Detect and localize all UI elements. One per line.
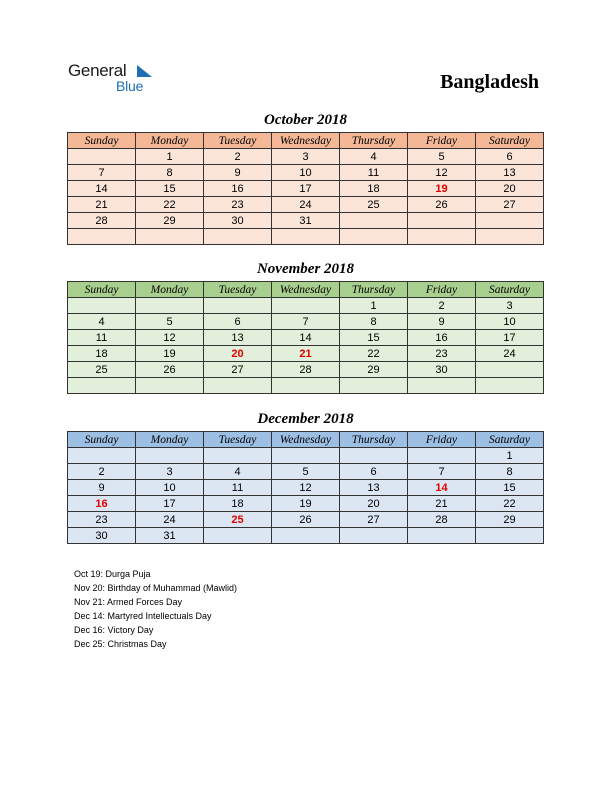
day-cell: 17 [272, 181, 340, 197]
day-cell [340, 213, 408, 229]
day-cell: 27 [340, 512, 408, 528]
day-cell: 26 [408, 197, 476, 213]
week-row [68, 213, 544, 229]
day-cell: 2 [408, 298, 476, 314]
day-cell: 20 [204, 346, 272, 362]
holiday-note: Nov 21: Armed Forces Day [74, 597, 183, 607]
day-cell: 19 [408, 181, 476, 197]
day-cell [272, 229, 340, 245]
weekday-header: Wednesday [272, 133, 340, 149]
weekday-header-row [68, 133, 544, 149]
day-cell: 23 [408, 346, 476, 362]
day-cell: 23 [68, 512, 136, 528]
month-title: December 2018 [257, 411, 354, 427]
holiday-note: Oct 19: Durga Puja [74, 569, 151, 579]
week-row [68, 149, 544, 165]
day-cell: 30 [204, 213, 272, 229]
day-cell [476, 229, 544, 245]
month-december [67, 410, 544, 544]
weekday-header: Sunday [68, 133, 136, 149]
day-cell: 8 [136, 165, 204, 181]
day-cell [136, 378, 204, 394]
weekday-header: Saturday [476, 282, 544, 298]
week-row [68, 229, 544, 245]
day-cell: 25 [340, 197, 408, 213]
day-cell: 21 [408, 496, 476, 512]
day-cell: 31 [272, 213, 340, 229]
day-cell: 24 [136, 512, 204, 528]
calendar-table [67, 132, 544, 245]
week-row [68, 181, 544, 197]
day-cell: 28 [272, 362, 340, 378]
day-cell [272, 528, 340, 544]
day-cell: 14 [68, 181, 136, 197]
day-cell: 17 [476, 330, 544, 346]
day-cell [136, 448, 204, 464]
day-cell: 22 [340, 346, 408, 362]
week-row [68, 512, 544, 528]
day-cell: 26 [136, 362, 204, 378]
day-cell: 10 [476, 314, 544, 330]
day-cell: 23 [204, 197, 272, 213]
day-cell: 1 [136, 149, 204, 165]
country-title: Bangladesh [440, 71, 539, 93]
day-cell: 29 [476, 512, 544, 528]
day-cell [68, 298, 136, 314]
day-cell: 29 [340, 362, 408, 378]
day-cell [408, 448, 476, 464]
day-cell: 16 [408, 330, 476, 346]
calendar-table [67, 281, 544, 394]
week-row [68, 165, 544, 181]
week-row [68, 378, 544, 394]
day-cell: 25 [68, 362, 136, 378]
weekday-header: Friday [408, 282, 476, 298]
weekday-header: Saturday [476, 432, 544, 448]
week-row [68, 314, 544, 330]
day-cell: 10 [136, 480, 204, 496]
day-cell: 9 [204, 165, 272, 181]
day-cell [408, 213, 476, 229]
day-cell: 18 [340, 181, 408, 197]
day-cell: 26 [272, 512, 340, 528]
week-row [68, 496, 544, 512]
month-title: October 2018 [264, 112, 347, 128]
day-cell: 11 [68, 330, 136, 346]
week-row [68, 298, 544, 314]
weekday-header: Monday [136, 282, 204, 298]
logo-text-general: General [68, 61, 127, 80]
day-cell: 13 [476, 165, 544, 181]
weekday-header: Tuesday [204, 282, 272, 298]
day-cell: 14 [408, 480, 476, 496]
day-cell: 5 [272, 464, 340, 480]
day-cell: 8 [476, 464, 544, 480]
day-cell [408, 528, 476, 544]
day-cell: 3 [136, 464, 204, 480]
day-cell: 8 [340, 314, 408, 330]
day-cell: 21 [272, 346, 340, 362]
day-cell: 12 [272, 480, 340, 496]
holiday-note: Dec 14: Martyred Intellectuals Day [74, 611, 212, 621]
holiday-notes [74, 567, 237, 651]
day-cell [272, 448, 340, 464]
weekday-header: Sunday [68, 282, 136, 298]
day-cell: 6 [476, 149, 544, 165]
day-cell: 20 [340, 496, 408, 512]
day-cell [476, 213, 544, 229]
calendar-table [67, 431, 544, 544]
day-cell: 21 [68, 197, 136, 213]
day-cell: 3 [476, 298, 544, 314]
weekday-header-row [68, 432, 544, 448]
day-cell [340, 528, 408, 544]
day-cell: 4 [340, 149, 408, 165]
day-cell: 9 [68, 480, 136, 496]
day-cell [408, 378, 476, 394]
day-cell [68, 149, 136, 165]
day-cell: 6 [204, 314, 272, 330]
month-october [67, 111, 544, 245]
day-cell [68, 229, 136, 245]
day-cell [136, 298, 204, 314]
day-cell: 7 [68, 165, 136, 181]
week-row [68, 362, 544, 378]
day-cell: 11 [204, 480, 272, 496]
weekday-header: Thursday [340, 282, 408, 298]
day-cell: 13 [204, 330, 272, 346]
day-cell: 16 [204, 181, 272, 197]
day-cell: 18 [68, 346, 136, 362]
day-cell: 24 [272, 197, 340, 213]
day-cell: 22 [136, 197, 204, 213]
day-cell: 15 [476, 480, 544, 496]
weekday-header: Monday [136, 432, 204, 448]
day-cell: 27 [204, 362, 272, 378]
day-cell: 30 [68, 528, 136, 544]
day-cell: 19 [272, 496, 340, 512]
day-cell [476, 362, 544, 378]
day-cell [204, 298, 272, 314]
day-cell: 28 [68, 213, 136, 229]
day-cell: 15 [340, 330, 408, 346]
day-cell: 13 [340, 480, 408, 496]
day-cell: 27 [476, 197, 544, 213]
day-cell: 1 [476, 448, 544, 464]
day-cell [272, 378, 340, 394]
week-row [68, 528, 544, 544]
day-cell: 12 [136, 330, 204, 346]
week-row [68, 346, 544, 362]
day-cell [340, 378, 408, 394]
day-cell [476, 528, 544, 544]
month-title: November 2018 [256, 261, 355, 277]
day-cell: 4 [204, 464, 272, 480]
weekday-header: Wednesday [272, 432, 340, 448]
day-cell [204, 528, 272, 544]
day-cell: 31 [136, 528, 204, 544]
weekday-header: Thursday [340, 133, 408, 149]
day-cell [204, 229, 272, 245]
day-cell: 2 [68, 464, 136, 480]
day-cell: 3 [272, 149, 340, 165]
month-november [67, 260, 544, 394]
week-row [68, 197, 544, 213]
day-cell: 6 [340, 464, 408, 480]
day-cell [68, 378, 136, 394]
week-row [68, 448, 544, 464]
day-cell: 29 [136, 213, 204, 229]
weekday-header-row [68, 282, 544, 298]
holiday-note: Dec 16: Victory Day [74, 625, 154, 635]
day-cell: 1 [340, 298, 408, 314]
day-cell: 15 [136, 181, 204, 197]
day-cell: 4 [68, 314, 136, 330]
weekday-header: Sunday [68, 432, 136, 448]
day-cell: 25 [204, 512, 272, 528]
day-cell: 5 [136, 314, 204, 330]
weekday-header: Wednesday [272, 282, 340, 298]
day-cell: 12 [408, 165, 476, 181]
day-cell: 18 [204, 496, 272, 512]
day-cell: 9 [408, 314, 476, 330]
day-cell [408, 229, 476, 245]
weekday-header: Tuesday [204, 133, 272, 149]
week-row [68, 480, 544, 496]
day-cell: 19 [136, 346, 204, 362]
logo-text-blue: Blue [116, 78, 144, 94]
day-cell: 22 [476, 496, 544, 512]
day-cell [476, 378, 544, 394]
day-cell: 16 [68, 496, 136, 512]
day-cell [204, 378, 272, 394]
day-cell: 5 [408, 149, 476, 165]
weekday-header: Thursday [340, 432, 408, 448]
day-cell: 20 [476, 181, 544, 197]
day-cell [340, 229, 408, 245]
day-cell: 24 [476, 346, 544, 362]
day-cell [204, 448, 272, 464]
weekday-header: Friday [408, 133, 476, 149]
day-cell: 14 [272, 330, 340, 346]
week-row [68, 464, 544, 480]
holiday-note: Nov 20: Birthday of Muhammad (Mawlid) [74, 583, 238, 593]
day-cell: 10 [272, 165, 340, 181]
day-cell [272, 298, 340, 314]
week-row [68, 330, 544, 346]
day-cell: 7 [408, 464, 476, 480]
generalblue-logo [68, 60, 168, 96]
logo-triangle-icon [137, 65, 152, 77]
weekday-header: Friday [408, 432, 476, 448]
day-cell [340, 448, 408, 464]
day-cell: 17 [136, 496, 204, 512]
day-cell [68, 448, 136, 464]
weekday-header: Tuesday [204, 432, 272, 448]
day-cell: 30 [408, 362, 476, 378]
day-cell [136, 229, 204, 245]
day-cell: 7 [272, 314, 340, 330]
day-cell: 2 [204, 149, 272, 165]
day-cell: 11 [340, 165, 408, 181]
weekday-header: Saturday [476, 133, 544, 149]
day-cell: 28 [408, 512, 476, 528]
holiday-note: Dec 25: Christmas Day [74, 639, 167, 649]
weekday-header: Monday [136, 133, 204, 149]
